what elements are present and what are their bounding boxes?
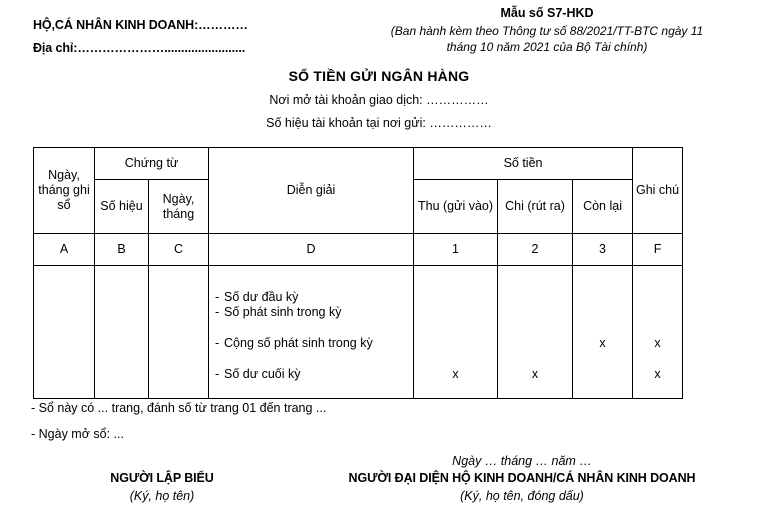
table-column-code-row (34, 234, 683, 266)
col-header-voucher-number: Số hiệu (95, 180, 149, 234)
col-code-2: 2 (498, 234, 573, 266)
table-header-row-top (34, 148, 683, 180)
signature-title-preparer: NGƯỜI LẬP BIỂU (110, 471, 214, 485)
form-code: Mẫu số S7-HKD (500, 6, 594, 20)
desc-bullet-dash: - (215, 290, 220, 304)
document-header (0, 0, 758, 62)
desc-text-closing-balance: Số dư cuối kỳ (224, 367, 301, 381)
cell-date-record[interactable] (34, 266, 95, 399)
desc-text-total-movements: Cộng số phát sinh trong kỳ (224, 336, 373, 350)
mark-closing-balance-out: x (531, 367, 539, 381)
page-title: SỔ TIỀN GỬI NGÂN HÀNG (288, 68, 470, 84)
mark-total-movements-balance: x (599, 336, 606, 350)
col-header-amount-in: Thu (gửi vào) (414, 180, 498, 234)
cell-voucher-number[interactable] (95, 266, 149, 399)
form-reference-block (352, 6, 742, 55)
footer-notes (31, 401, 531, 453)
col-header-voucher-date: Ngày, tháng (149, 180, 209, 234)
desc-line-opening-balance (215, 290, 413, 305)
desc-line-total-movements (215, 336, 413, 351)
col-header-voucher-group: Chứng từ (95, 148, 209, 180)
mark-closing-balance-remark: x (654, 367, 661, 381)
col-code-b: B (95, 234, 149, 266)
cell-remark[interactable] (633, 266, 683, 399)
signature-block-preparer (28, 471, 296, 503)
table-body-row (34, 266, 683, 399)
business-address-label: Địa chỉ:…………………........................ (33, 41, 246, 55)
cell-amount-out[interactable] (498, 266, 573, 399)
signature-hint-preparer: (Ký, họ tên) (129, 489, 195, 503)
mark-closing-balance-in: x (452, 367, 459, 381)
col-code-3: 3 (573, 234, 633, 266)
cell-amount-balance[interactable] (573, 266, 633, 399)
desc-bullet-dash: - (215, 305, 220, 319)
col-code-c: C (149, 234, 209, 266)
mark-total-movements-remark: x (654, 336, 661, 350)
col-code-d: D (209, 234, 414, 266)
signature-hint-representative: (Ký, họ tên, đóng dấu) (460, 489, 584, 503)
desc-text-opening-balance: Số dư đầu kỳ (224, 290, 299, 304)
business-info-block (33, 18, 333, 64)
signature-date-line: Ngày … tháng … năm … (452, 454, 592, 468)
account-location-line: Nơi mở tài khoản giao dịch: …………… (269, 93, 489, 107)
business-name-label: HỘ,CÁ NHÂN KINH DOANH:………… (33, 18, 248, 32)
col-code-1: 1 (414, 234, 498, 266)
col-code-f: F (633, 234, 683, 266)
signature-title-representative: NGƯỜI ĐẠI DIỆN HỘ KINH DOANH/CÁ NHÂN KINH DOANH (348, 471, 696, 485)
form-legal-note-line2: tháng 10 năm 2021 của Bộ Tài chính) (446, 40, 648, 54)
account-number-line: Số hiệu tài khoản tại nơi gửi: …………… (266, 116, 492, 130)
col-header-amount-out: Chi (rút ra) (498, 180, 573, 234)
col-header-amount-balance: Còn lại (573, 180, 633, 234)
form-legal-note-line1: (Ban hành kèm theo Thông tư số 88/2021/TT-BTC ngày 11 (390, 24, 704, 38)
ledger-table (33, 147, 683, 399)
cell-voucher-date[interactable] (149, 266, 209, 399)
cell-amount-in[interactable] (414, 266, 498, 399)
desc-line-closing-balance (215, 367, 413, 382)
desc-text-period-movements: Số phát sinh trong kỳ (224, 305, 342, 319)
col-header-amount-group: Số tiền (414, 148, 633, 180)
title-block (0, 68, 758, 130)
note-open-date: - Ngày mở sổ: ... (31, 427, 124, 441)
signature-block-representative (296, 454, 748, 503)
desc-bullet-dash: - (215, 336, 220, 350)
col-header-remark: Ghi chú (633, 148, 683, 234)
cell-description[interactable] (209, 266, 414, 399)
desc-bullet-dash: - (215, 367, 220, 381)
col-header-date-record: Ngày, tháng ghi sổ (34, 148, 95, 234)
col-code-a: A (34, 234, 95, 266)
note-page-count: - Sổ này có ... trang, đánh số từ trang 01 đến trang ... (31, 401, 327, 415)
col-header-description: Diễn giải (209, 148, 414, 234)
desc-line-period-movements (215, 305, 413, 320)
